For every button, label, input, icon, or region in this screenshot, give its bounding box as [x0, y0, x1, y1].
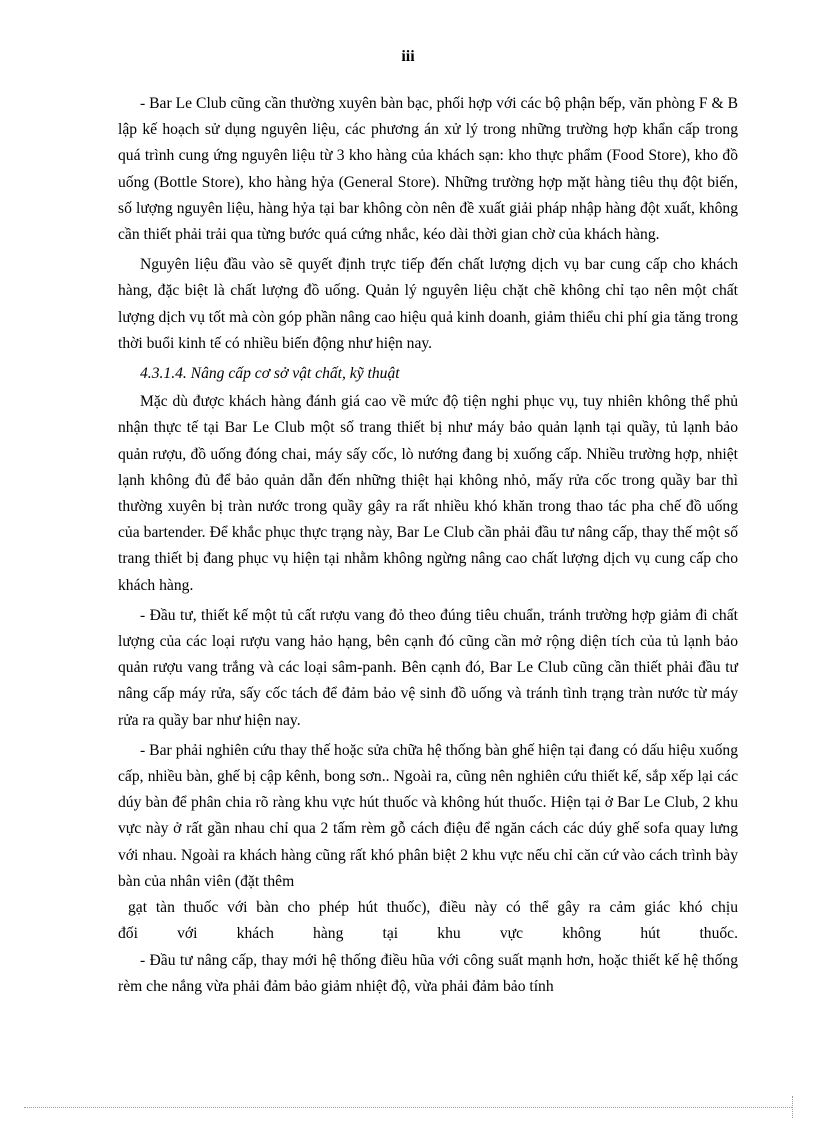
paragraph-air-conditioning: - Đầu tư nâng cấp, thay mới hệ thống điều hũa với công suất mạnh hơn, hoặc thiết kế hệ thống rèm che nắng vừa phải đảm bảo giảm nhiệt độ, vừa phải đảm bảo tính	[118, 951, 738, 995]
paragraph-wine-cabinet: - Đầu tư, thiết kế một tủ cất rượu vang đỏ theo đúng tiêu chuẩn, tránh trường hợp giảm đi chất lượng của các loại rượu vang hảo hạng, bên cạnh đó cũng cần mở rộng diện tích của tủ lạnh bảo quản rượu vang trắng và các loại sâm-panh. Bên cạnh đó, Bar Le Club cũng cần thiết phải đầu tư nâng cấp máy rửa, sấy cốc tách để đảm bảo vệ sinh đồ uống và tránh tình trạng tràn nước từ máy rửa ra quầy bar như hiện nay.	[118, 606, 738, 729]
paragraph-furniture: - Bar phải nghiên cứu thay thế hoặc sửa chữa hệ thống bàn ghế hiện tại đang có dấu hiệu xuống cấp, nhiều bàn, ghế bị cập kênh, bong sơn.. Ngoài ra, cũng nên nghiên cứu thiết kế, sắp xếp lại các dúy bàn để phân chia rõ ràng khu vực hút thuốc và không hút thuốc. Hiện tại ở Bar Le Club, 2 khu vực này ở rất gần nhau chỉ qua 2 tấm rèm gỗ cách điệu để ngăn cách các dúy ghế sofa quay lưng với nhau. Ngoài ra khách hàng cũng rất khó phân biệt 2 khu vực nếu chỉ căn cứ vào cách trình bày bàn của nhân viên (đặt thêm	[118, 741, 738, 890]
section-heading: 4.3.1.4. Nâng cấp cơ sở vật chất, kỹ thuật	[140, 365, 400, 383]
body-text	[118, 91, 738, 1004]
paragraph-input-materials: Nguyên liệu đầu vào sẽ quyết định trực tiếp đến chất lượng dịch vụ bar cung cấp cho khách hàng, đặc biệt là chất lượng đồ uống. Quản lý nguyên liệu chặt chẽ không chỉ tạo nên một chất lượng dịch vụ tốt mà còn góp phần nâng cao hiệu quả kinh doanh, giảm thiểu chi phí gia tăng trong thời buổi kinh tế có nhiều biến động như hiện nay.	[118, 256, 738, 352]
paragraph-furniture-cont-2: đối với khách hàng tại khu vực không hút thuốc.	[118, 925, 738, 943]
page-number: iii	[401, 48, 415, 65]
paragraph-furniture-cont-1: gạt tàn thuốc với bàn cho phép hút thuốc), điều này có thể gây ra cảm giác khó chịu	[128, 899, 738, 917]
page-corner-mark	[792, 1096, 793, 1118]
paragraph-bar-coordination: - Bar Le Club cũng cần thường xuyên bàn bạc, phối hợp với các bộ phận bếp, văn phòng F & B lập kế hoạch sử dụng nguyên liệu, các phương án xử lý trong những trường hợp khẩn cấp trong quá trình cung ứng nguyên liệu từ 3 kho hàng của khách sạn: kho thực phẩm (Food Store), kho đồ uống (Bottle Store), kho hàng hỷa (General Store). Những trường hợp mặt hàng tiêu thụ đột biến, số lượng nguyên liệu, hàng hỷa tại bar không còn nên đề xuất giải pháp nhập hàng đột xuất, không cần thiết phải trải qua từng bước quá cứng nhắc, kéo dài thời gian chờ của khách hàng.	[118, 95, 738, 244]
page-bottom-rule	[24, 1107, 792, 1108]
paragraph-equipment-status: Mặc dù được khách hàng đánh giá cao về mức độ tiện nghi phục vụ, tuy nhiên không thể phủ nhận thực tế tại Bar Le Club một số trang thiết bị như máy bảo quản lạnh tại quầy, tủ lạnh bảo quản rượu, đồ uống đóng chai, máy sấy cốc, lò nướng đang bị xuống cấp. Nhiều trường hợp, nhiệt lạnh không đủ để bảo quản dẫn đến những thiệt hại không nhỏ, mấy rửa cốc trong quầy bar thì thường xuyên bị tràn nước trong quầy gây ra rất nhiều khó khăn trong thao tác pha chế đồ uống của bartender. Để khắc phục thực trạng này, Bar Le Club cần phải đầu tư nâng cấp, thay thế một số trang thiết bị đang phục vụ hiện tại nhằm không ngừng nâng cao chất lượng dịch vụ cung cấp cho khách hàng.	[118, 393, 738, 594]
